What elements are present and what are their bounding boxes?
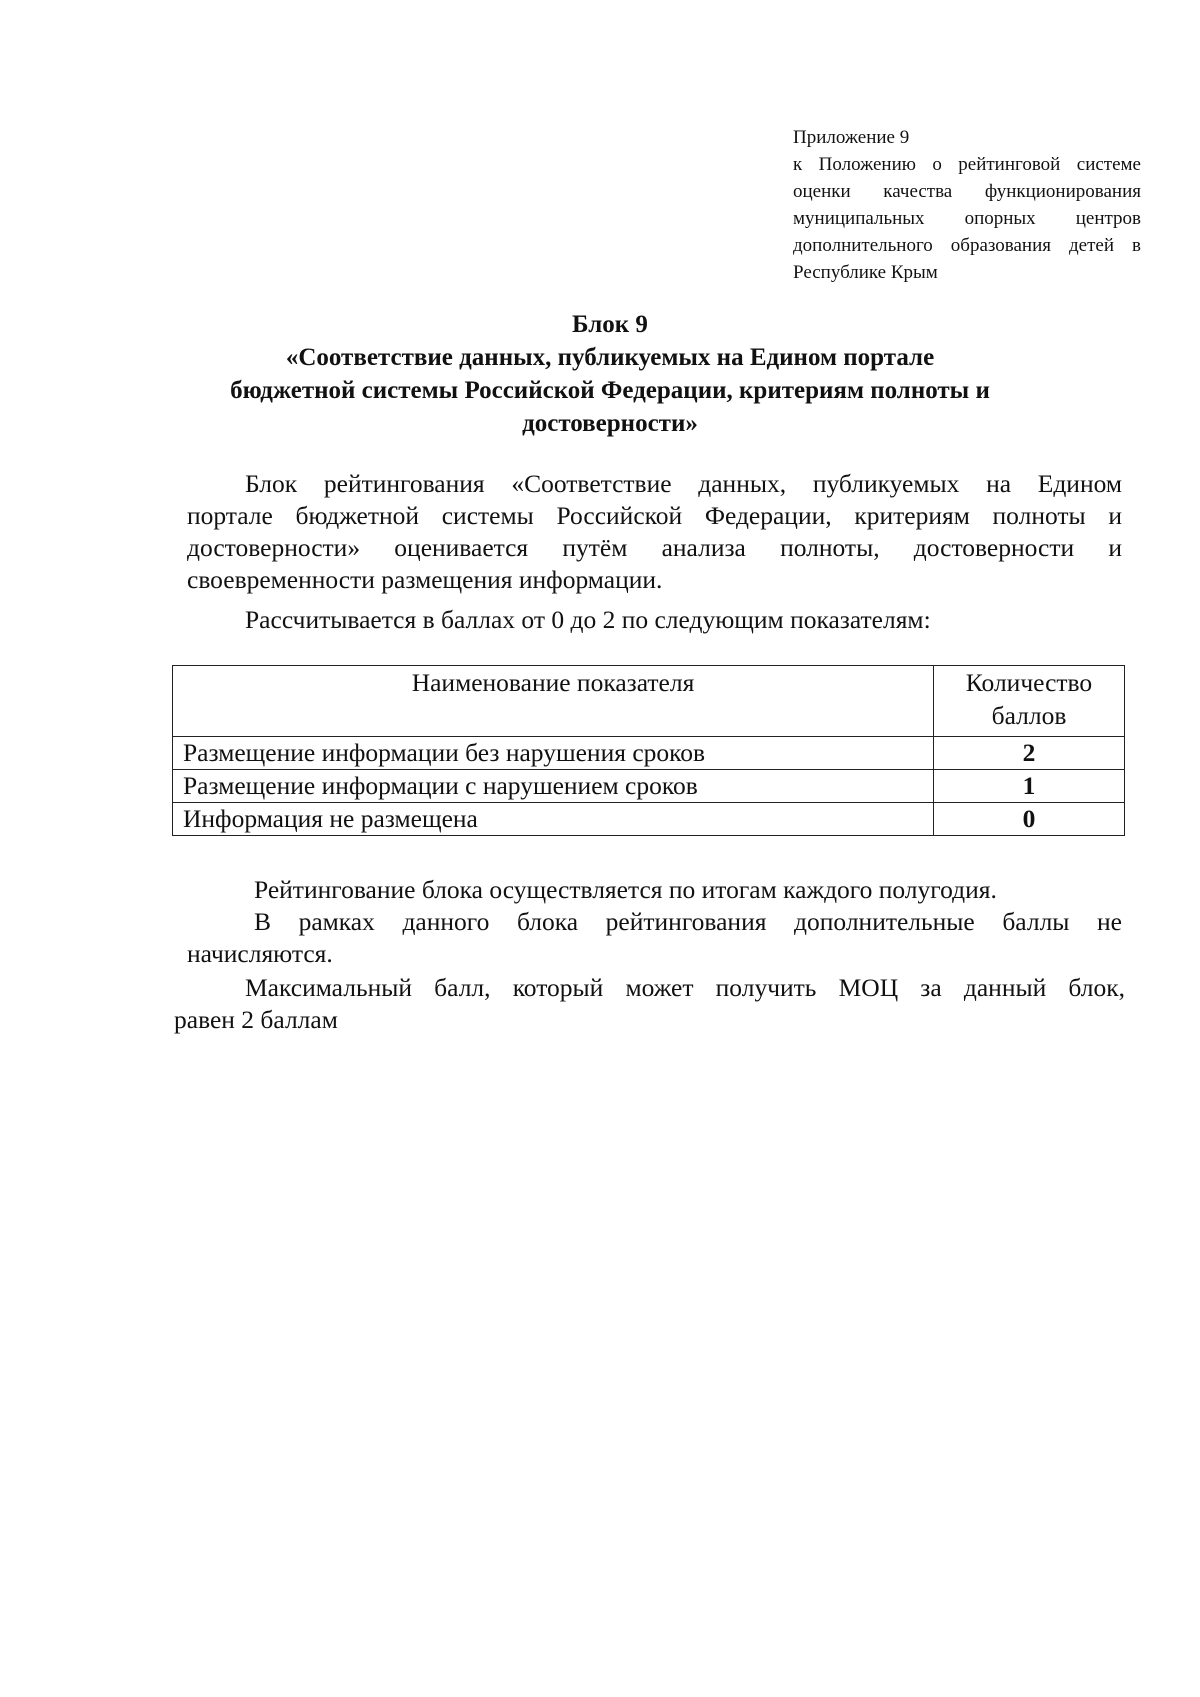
appendix-line: Республике Крым (793, 262, 938, 283)
block-title-line: достоверности» (522, 410, 698, 437)
appendix-line: дополнительного образования детей в (793, 235, 1141, 256)
header-points-line1: Количество (965, 668, 1093, 697)
extra-points-line: В рамках данного блока рейтингования дополнительные баллы не (254, 907, 1122, 936)
appendix-line: Приложение 9 (793, 127, 910, 148)
block-title-line: бюджетной системы Российской Федерации, критериям полноты и (230, 377, 990, 404)
indicator-points: 1 (934, 770, 1125, 803)
max-score-line: Максимальный балл, который может получить МОЦ за данный блок, (245, 973, 1125, 1002)
indicator-points: 0 (934, 803, 1125, 836)
block-title-line: «Соответствие данных, публикуемых на Едином портале (285, 344, 935, 371)
intro-paragraph (187, 468, 1122, 596)
header-points-line2: баллов (991, 701, 1067, 730)
block-title (160, 308, 1060, 440)
max-score-line: равен 2 баллам (174, 1005, 338, 1034)
appendix-note (793, 124, 1141, 286)
max-score-paragraph (174, 972, 1125, 1036)
indicator-name: Информация не размещена (173, 803, 934, 836)
indicator-name: Размещение информации с нарушением сроков (173, 770, 934, 803)
appendix-line: к Положению о рейтинговой системе (793, 154, 1141, 175)
header-indicator-name: Наименование показателя (173, 666, 934, 737)
period-text: Рейтингование блока осуществляется по итогам каждого полугодия. (254, 875, 997, 904)
table-row (173, 770, 1125, 803)
period-paragraph (254, 874, 1134, 906)
extra-points-paragraph (187, 906, 1122, 970)
intro-line: своевременности размещения информации. (187, 565, 663, 594)
intro-line: Блок рейтингования «Соответствие данных, публикуемых на Едином (245, 469, 1122, 498)
intro-line: достоверности» оценивается путём анализа полноты, достоверности и (187, 533, 1122, 562)
indicator-name: Размещение информации без нарушения сроков (173, 737, 934, 770)
header-points (934, 666, 1125, 737)
scores-table (172, 665, 1125, 836)
block-number: Блок 9 (572, 311, 648, 338)
scale-paragraph (245, 604, 1125, 636)
extra-points-line: начисляются. (187, 939, 333, 968)
scale-text: Рассчитывается в баллах от 0 до 2 по следующим показателям: (245, 605, 931, 634)
intro-line: портале бюджетной системы Российской Федерации, критериям полноты и (187, 501, 1122, 530)
appendix-line: муниципальных опорных центров (793, 208, 1141, 229)
table-row (173, 803, 1125, 836)
appendix-line: оценки качества функционирования (793, 181, 1141, 202)
indicator-points: 2 (934, 737, 1125, 770)
table-row (173, 737, 1125, 770)
table-header-row (173, 666, 1125, 737)
